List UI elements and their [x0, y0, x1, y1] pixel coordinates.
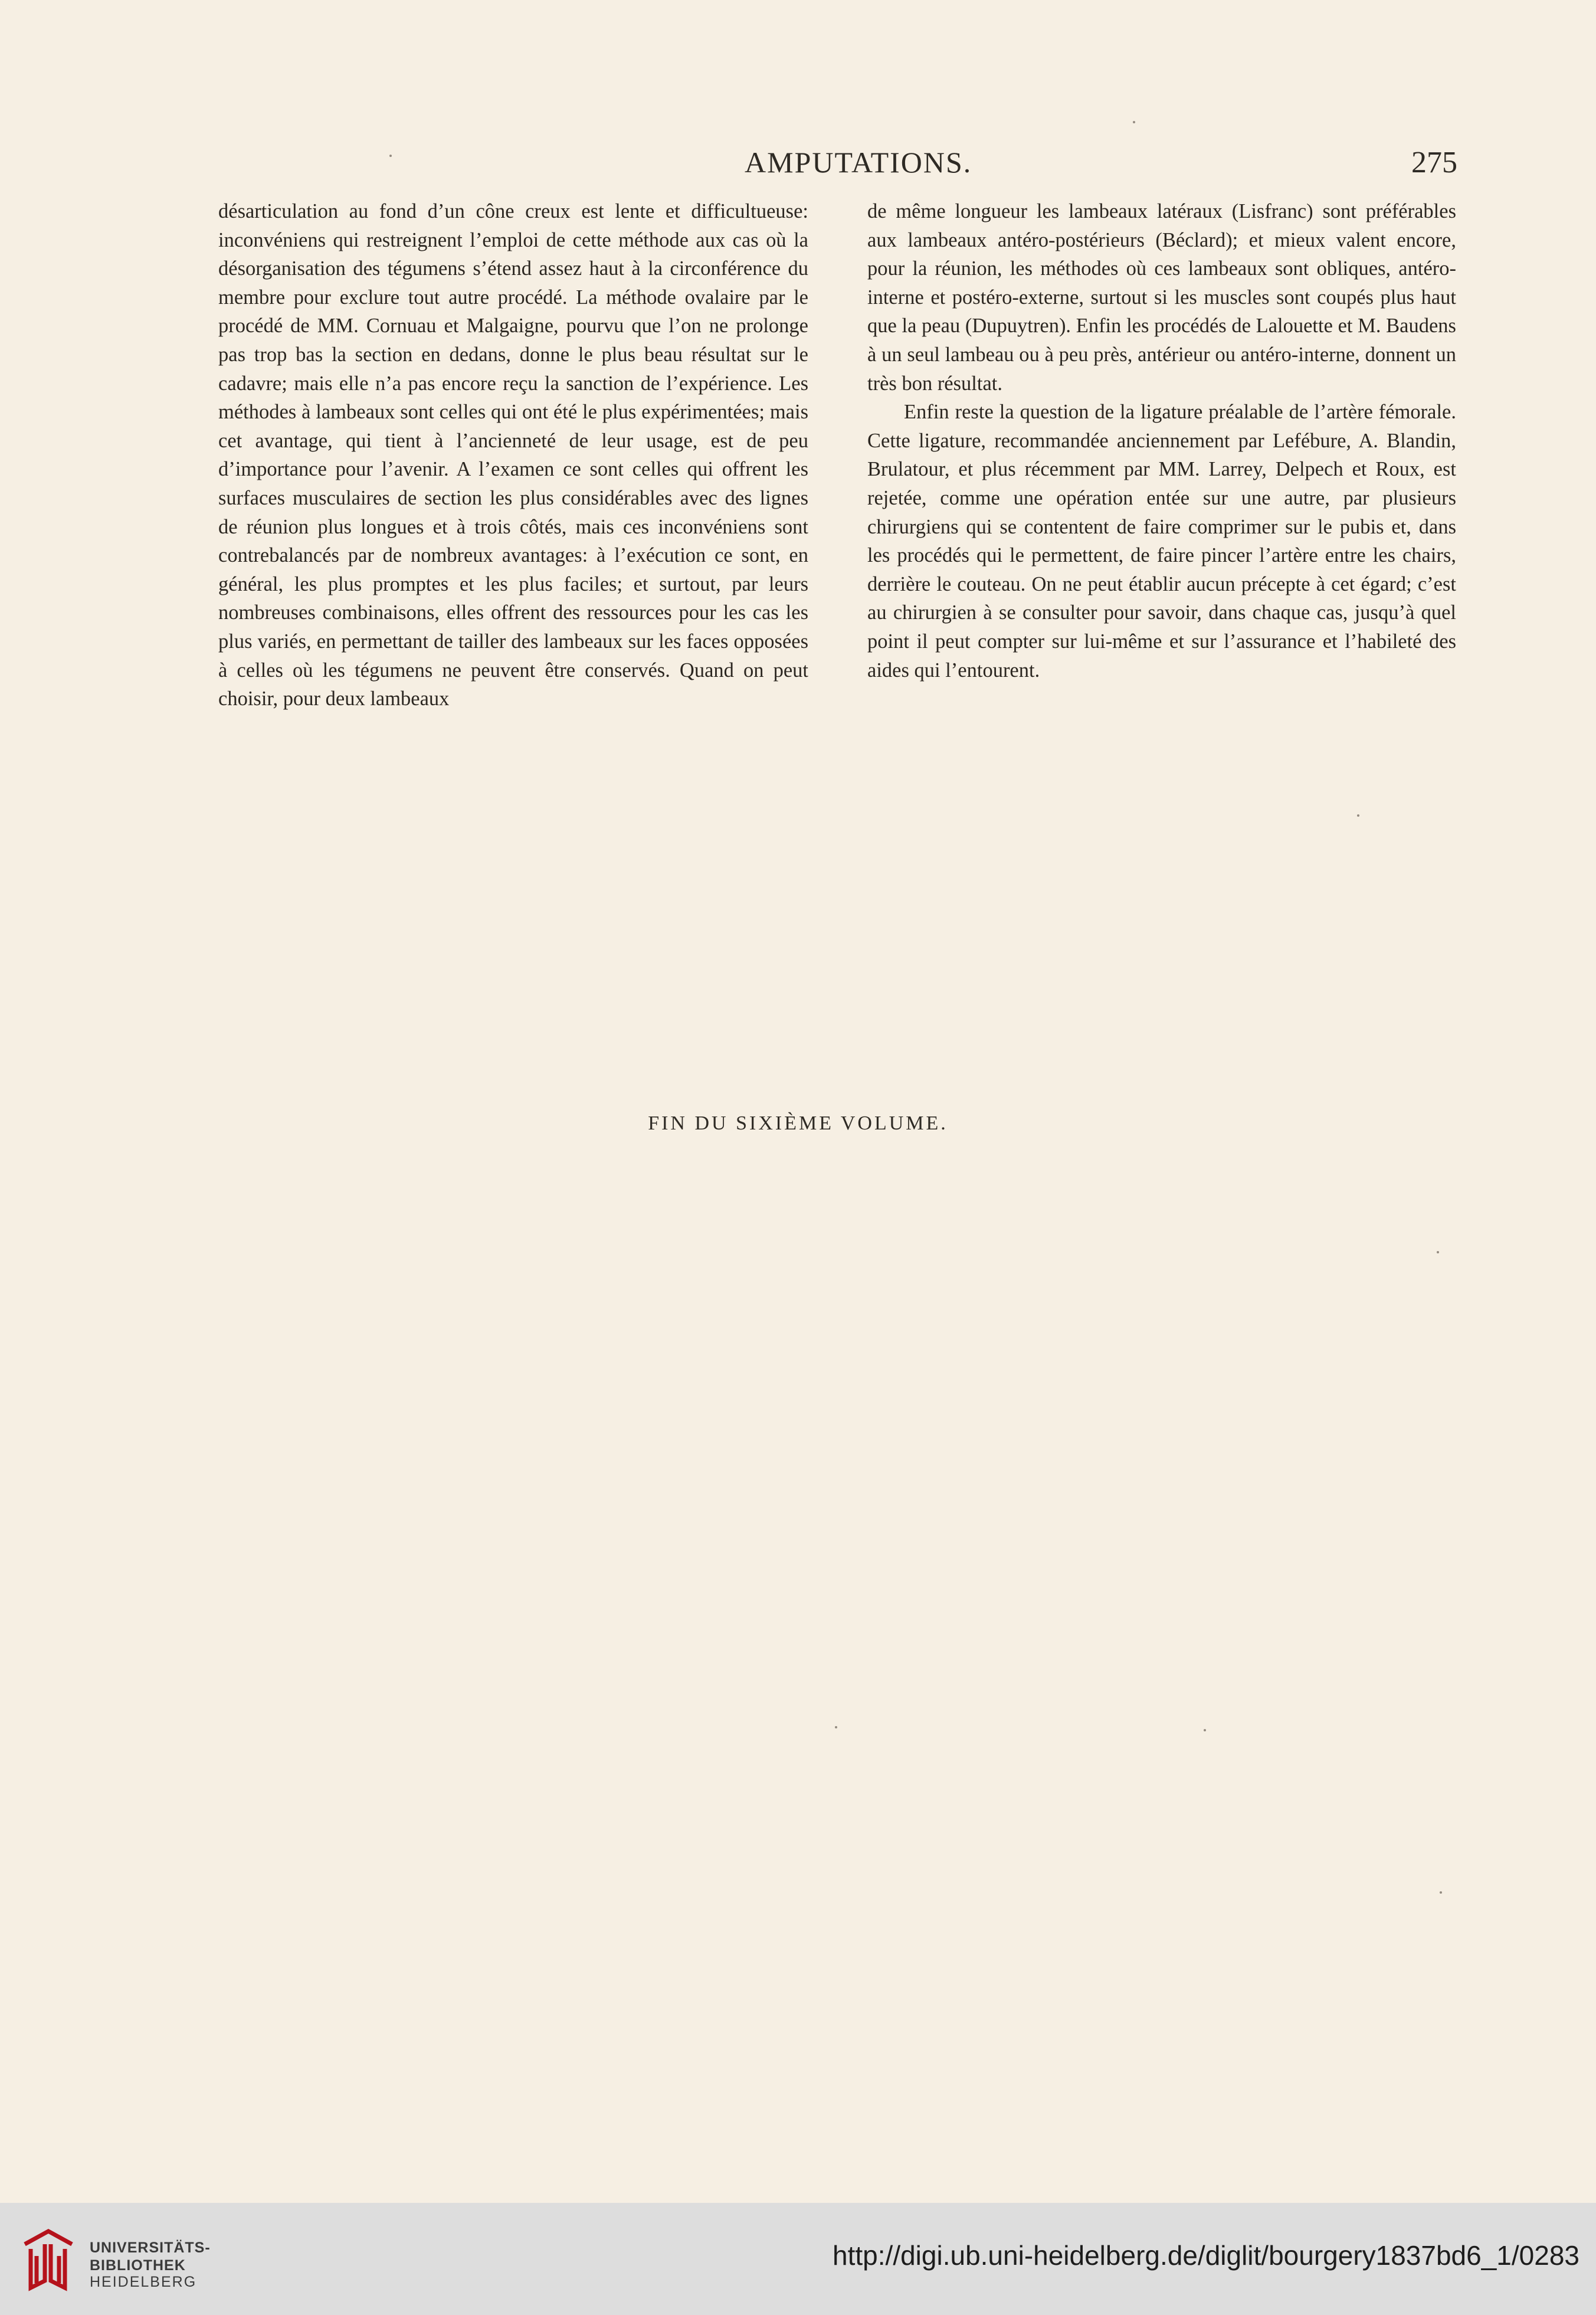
logo-text-line3: HEIDELBERG: [90, 2274, 197, 2290]
logo-text-line2: BIBLIOTHEK: [90, 2257, 186, 2274]
end-of-volume-note: FIN DU SIXIÈME VOLUME.: [648, 1112, 948, 1134]
page-number: 275: [1411, 146, 1457, 179]
right-paragraph-1: de même longueur les lambeaux latéraux (Lisfranc) sont préférables aux lambeaux antéro-postérieurs (Béclard); et mieux valent encore, pour la réunion, les méthodes où ces lambeaux sont obliques, antéro-interne et postéro-externe, surtout si les muscles sont coupés plus haut que la peau (Dupuytren). Enfin les procédés de Lalouette et M. Baudens à un seul lambeau ou à peu près, antérieur ou antéro-interne, donnent un très bon résultat.: [867, 200, 1456, 395]
paper-speck: [1204, 1729, 1206, 1731]
right-column: [867, 197, 1456, 685]
logo-text-line1: UNIVERSITÄTS-: [90, 2239, 211, 2256]
paper-speck: [389, 155, 392, 157]
library-logo-icon: [18, 2226, 77, 2294]
paper-speck: [1133, 121, 1135, 123]
paper-speck: [1440, 1891, 1442, 1894]
paper-speck: [1437, 1251, 1439, 1253]
left-paragraph: désarticulation au fond d’un cône creux est lente et difficultueuse: inconvéniens qui restreignent l’emploi de cette méthode aux cas où la désorganisation des tégumens s’étend assez haut à la circonférence du membre pour exclure tout autre procédé. La méthode ovalaire par le procédé de MM. Cornuau et Malgaigne, pourvu que l’on ne prolonge pas trop bas la section en dedans, donne le plus beau résultat sur le cadavre; mais elle n’a pas encore reçu la sanction de l’expérience. Les méthodes à lambeaux sont celles qui ont été le plus expérimentées; mais cet avantage, qui tient à l’ancienneté de leur usage, est de peu d’importance pour l’avenir. A l’examen ce sont celles qui offrent les surfaces musculaires de section les plus considérables avec des lignes de réunion plus longues et à trois côtés, mais ces inconvéniens sont contrebalancés par de nombreux avantages: à l’exécution ce sont, en général, les plus promptes et les plus faciles; et surtout, par leurs nombreuses combinaisons, elles offrent des ressources pour les cas les plus variés, en permettant de tailler des lambeaux sur les faces opposées à celles où les tégumens ne peuvent être conservés. Quand on peut choisir, pour deux lambeaux: [218, 200, 808, 710]
left-column: [218, 197, 808, 713]
right-paragraph-2: Enfin reste la question de la ligature préalable de l’artère fémorale. Cette ligature, recommandée anciennement par Lefébure, A. Blandin, Brulatour, et plus récemment par MM. Larrey, Delpech et Roux, est rejetée, comme une opération entée sur une autre, par plusieurs chirurgiens qui se contentent de faire comprimer sur le pubis et, dans les procédés qui le permettent, de faire pincer l’artère entre les chairs, derrière le couteau. On ne peut établir aucun précepte à cet égard; c’est au chirurgien à se consulter pour savoir, dans chaque cas, jusqu’à quel point il peut compter sur lui-même et sur l’assurance et l’habileté des aides qui l’entourent.: [867, 401, 1456, 682]
running-head: AMPUTATIONS.: [745, 146, 972, 179]
footer-bar: [0, 2203, 1596, 2315]
paper-speck: [835, 1726, 837, 1728]
source-url-link[interactable]: http://digi.ub.uni-heidelberg.de/diglit/bourgery1837bd6_1/0283: [833, 2240, 1579, 2271]
paper-speck: [1357, 814, 1359, 817]
